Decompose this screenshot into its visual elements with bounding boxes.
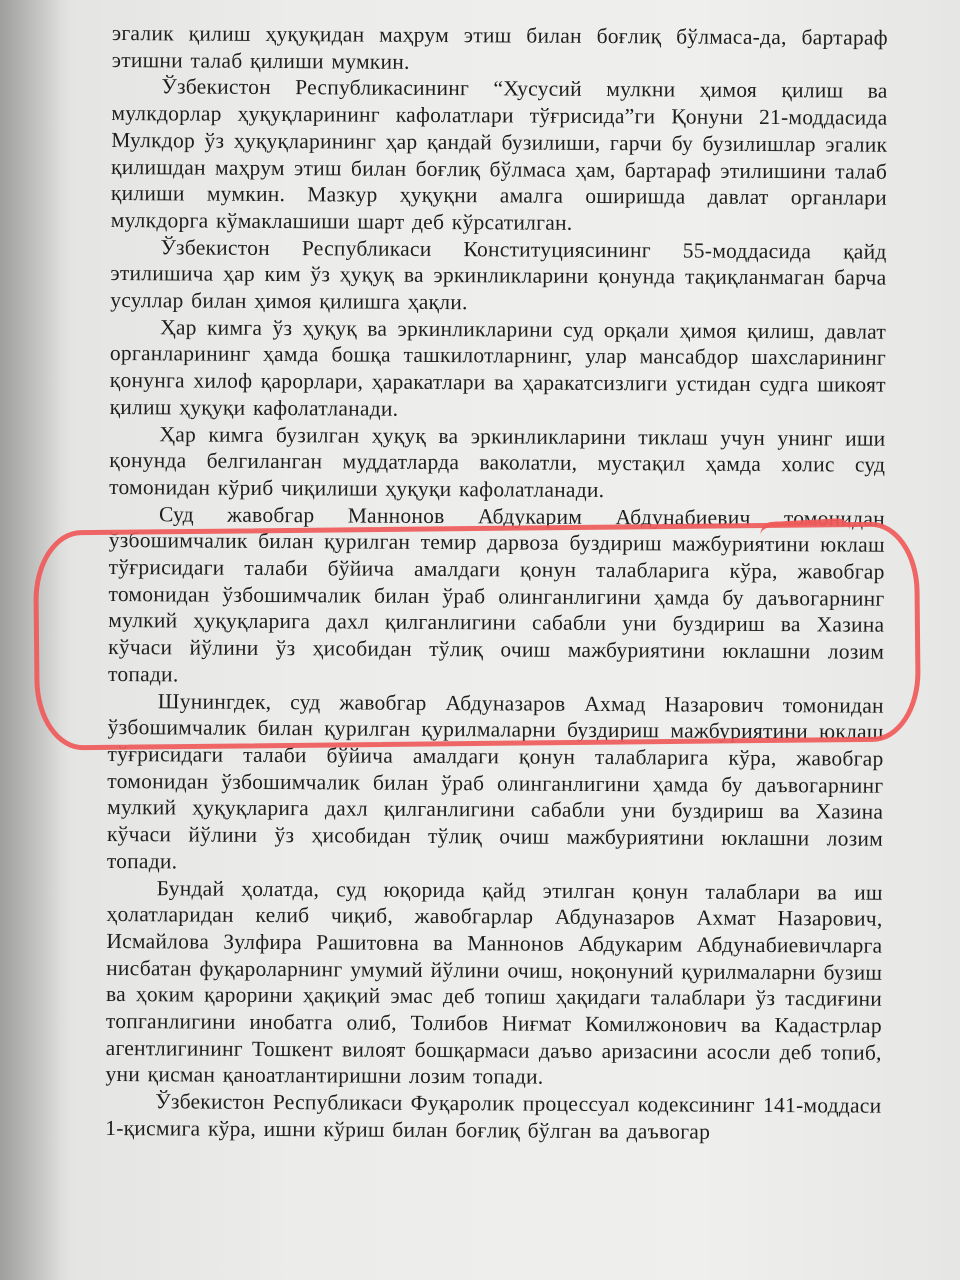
paragraph-second-defendant: Шунингдек, суд жавобгар Абдуназаров Ахмад Назарович томонидан ўзбошимчалик билан қурилган қурилмаларни буздириш мажбуриятини юклаш тўғрисидаги талаби бўйича амалдаги қонун талабларига кўра, жавобгар томонидан ўзбошимчалик билан ўраб олинганлигини ҳамда бу даъвогарнинг мулкий ҳуқуқларига дахл қилганлигини сабабли уни буздириш ва Хазина кўчаси йўлини ўз ҳисобидан тўлиқ очиш мажбуриятини юклашни лозим топади. bbox=[106, 688, 884, 874]
paragraph-procedural-code: Ўзбекистон Республикаси Фуқаролик процессуал кодексининг 141-моддаси 1-қисмига кўра, ишни кўриш билан боғлиқ бўлган ва даъвогар bbox=[105, 1089, 882, 1144]
paragraph-court-conclusion: Бундай ҳолатда, суд юқорида қайд этилган қонун талаблари ва иш ҳолатларидан келиб чиқиб, жавобгарлар Абдуназаров Ахмат Назарович, Исмайлова Зулфира Рашитовна ва Маннонов Абдукарим Абдунабиевичларга нисбатан фуқароларнинг умумий йўлини очиш, ноқонуний қурилмаларни бузиш ва ҳоким қарорини ҳақиқий эмас деб топиш ҳақидаги талаблари ўз тасдиғини топганлигини инобатга олиб, Толибов Ниғмат Комилжонович ва Кадастрлар агентлигининг Тошкент вилоят бошқармаси даъво аризасини асосли деб топиб, уни қисман қаноатлантиришни лозим топади. bbox=[105, 875, 883, 1090]
paragraph-judicial-protection: Ҳар кимга ўз ҳуқуқ ва эркинликларини суд орқали ҳимоя қилиш, давлат органларининг ҳамда бошқа ташкилотларнинг, улар мансабдор шахсларининг қонунга хилоф қарорлари, ҳаракатлари ва ҳаракатсизлиги устидан судга шикоят қилиш ҳуқуқи кафолатланади. bbox=[109, 315, 887, 421]
paragraph-highlighted-ruling: Суд жавобгар Маннонов Абдукарим Абдунабиевич томонидан ўзбошимчалик билан қурилган темир дарвоза буздириш мажбуриятини юклаш тўғрисидаги талаби бўйича амалдаги қонун талабларига кўра, жавобгар томонидан ўзбошимчалик билан ўраб олинганлигини ҳамда бу даъвогарнинг мулкий ҳуқуқларига дахл қилганлигини сабабли уни буздириш ва Хазина кўчаси йўлини ўз ҳисобидан тўлиқ очиш мажбуриятини юклашни лозим топади. bbox=[107, 501, 886, 687]
paragraph-continuation: эгалик қилиш ҳуқуқидан маҳрум этиш билан боғлиқ бўлмаса-да, бартараф этишни талаб қилиши мумкин. bbox=[111, 20, 888, 74]
red-highlight-annotation bbox=[33, 521, 921, 750]
paragraph-fair-trial: Ҳар кимга бузилган ҳуқуқ ва эркинликларини тиклаш учун унинг иши қонунда белгиланган муддатларда ваколатли, мустақил ҳамда холис суд томонидан кўриб чиқилиши ҳуқуқи кафолатланади. bbox=[109, 421, 886, 502]
paragraph-private-property-law: Ўзбекистон Республикасининг “Хусусий мулкни ҳимоя қилиш ва мулкдорлар ҳуқуқларининг кафолатлари тўғрисида”ги Қонуни 21-моддасида Мулкдор ўз ҳуқуқларининг ҳар қандай бузилиши, гарчи бу бузилишлар эгалик қилишдан маҳрум этиш билан боғлиқ бўлмаса ҳам, бартараф этилишини талаб қилиши мумкин. Мазкур ҳуқуқни амалга оширишда давлат органлари мулкдорга кўмаклашиши шарт деб кўрсатилган. bbox=[110, 74, 888, 235]
paragraph-constitution-article-55: Ўзбекистон Республикаси Конституциясининг 55-моддасида қайд этилишича ҳар ким ўз ҳуқуқ ва эркинликларини қонунда тақиқланмаган барча усуллар билан ҳимоя қилишга ҳақли. bbox=[110, 234, 887, 315]
